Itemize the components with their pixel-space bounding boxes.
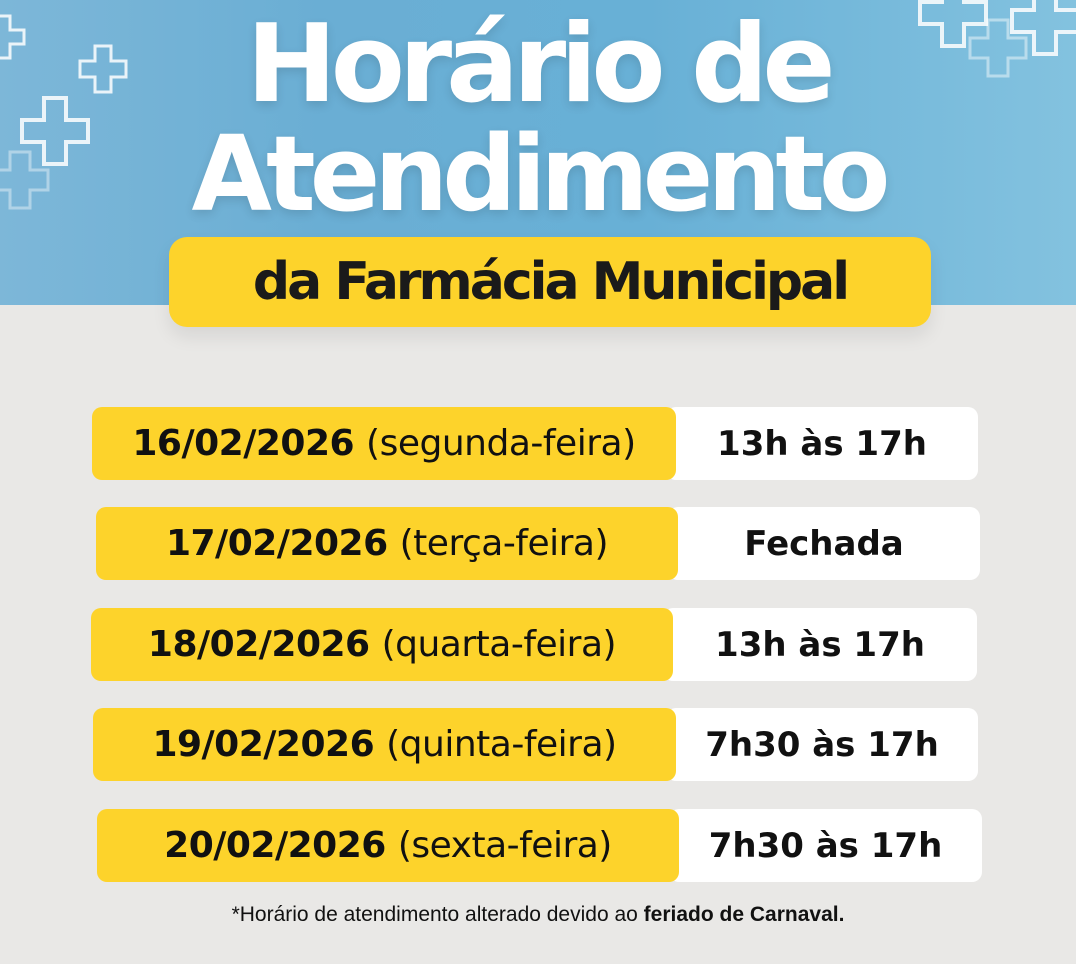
subtitle-banner <box>169 237 931 327</box>
row-hours-cell <box>666 708 978 781</box>
row-hours: 13h às 17h <box>715 624 925 665</box>
row-weekday: (quarta-feira) <box>381 624 617 665</box>
row-weekday: (quinta-feira) <box>386 724 617 765</box>
row-hours: 7h30 às 17h <box>708 825 943 866</box>
row-hours-cell <box>666 407 978 480</box>
footnote-text: *Horário de atendimento alterado devido ao <box>231 903 644 926</box>
row-date-cell <box>92 407 676 480</box>
row-hours-cell <box>669 809 982 882</box>
footnote-emphasis: feriado de Carnaval. <box>643 903 845 926</box>
row-weekday: (sexta-feira) <box>397 825 612 866</box>
schedule-row <box>91 608 977 681</box>
title-line-1: Horário de <box>246 2 830 127</box>
schedule-row <box>93 708 978 781</box>
row-weekday: (segunda-feira) <box>366 423 636 464</box>
row-hours: 7h30 às 17h <box>705 724 939 765</box>
footnote <box>0 903 1076 927</box>
row-date-cell <box>91 608 673 681</box>
schedule-row <box>92 407 978 480</box>
row-date: 16/02/2026 <box>132 423 355 464</box>
row-hours-cell <box>663 608 977 681</box>
row-date: 19/02/2026 <box>152 724 375 765</box>
schedule-row <box>97 809 982 882</box>
row-date-cell <box>93 708 676 781</box>
row-date-cell <box>97 809 679 882</box>
row-date: 18/02/2026 <box>147 624 370 665</box>
row-weekday: (terça-feira) <box>399 523 609 564</box>
row-hours-cell <box>668 507 980 580</box>
row-hours: Fechada <box>744 523 904 564</box>
row-hours: 13h às 17h <box>717 423 927 464</box>
row-date: 17/02/2026 <box>165 523 388 564</box>
title-line-2: Atendimento <box>191 113 885 235</box>
row-date: 20/02/2026 <box>164 825 386 866</box>
schedule-row <box>96 507 980 580</box>
subtitle: da Farmácia Municipal <box>252 252 848 312</box>
row-date-cell <box>96 507 678 580</box>
